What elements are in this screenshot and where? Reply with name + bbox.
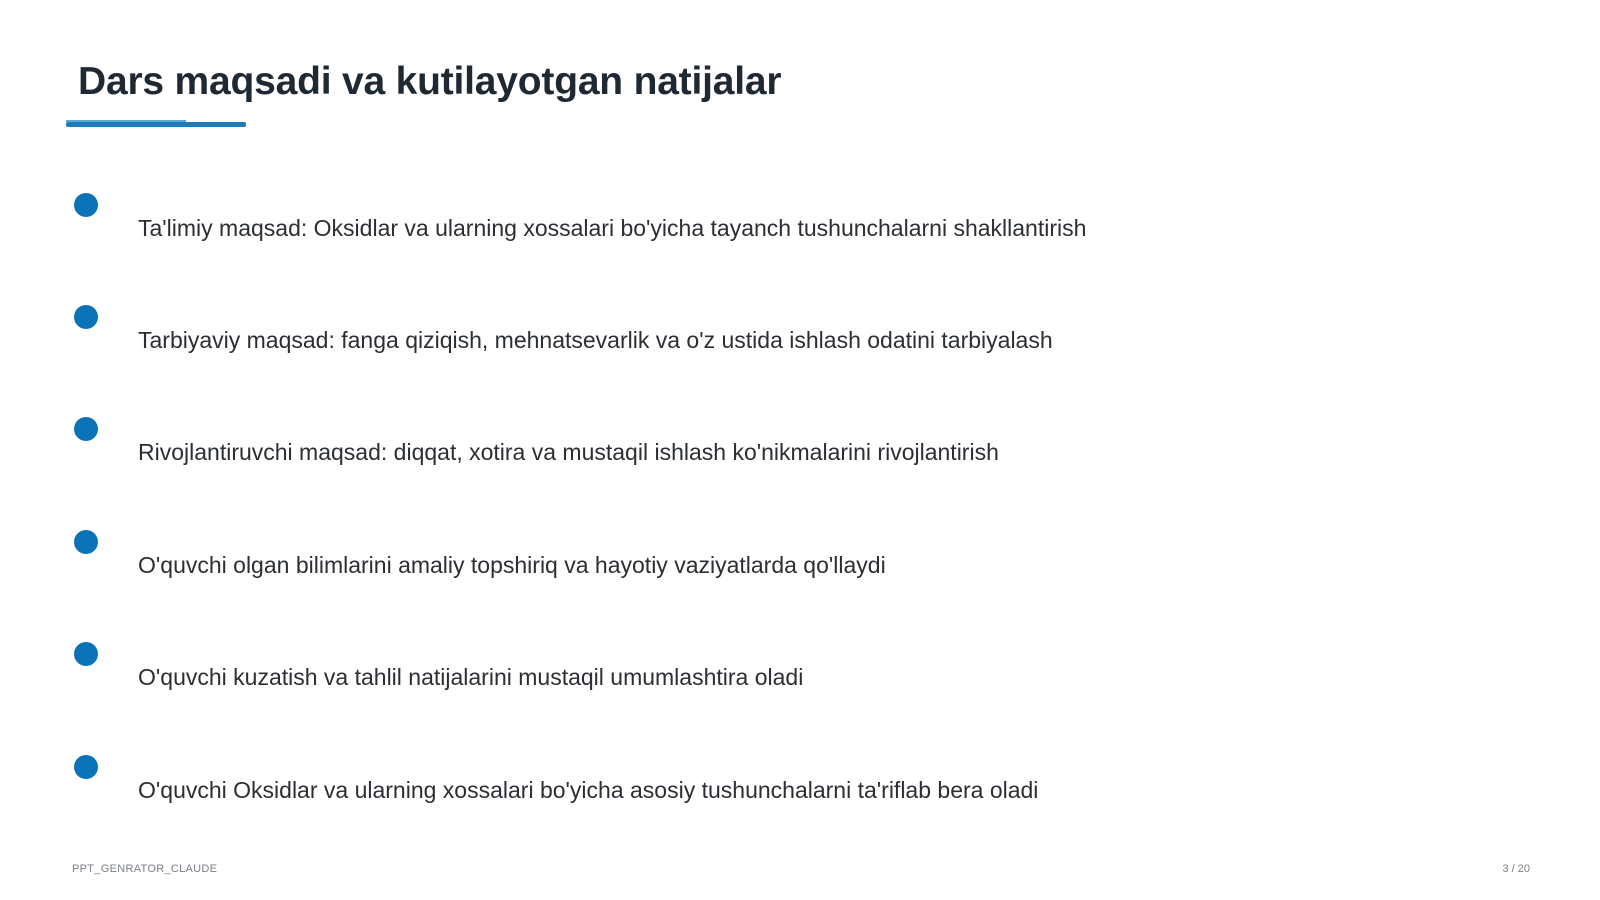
bullet-text: Tarbiyaviy maqsad: fanga qiziqish, mehnatsevarlik va o'z ustida ishlash odatini tarbiyalash	[138, 327, 1053, 353]
bullet-text: O'quvchi olgan bilimlarini amaliy topshiriq va hayotiy vaziyatlarda qo'llaydi	[138, 552, 886, 578]
bullet-text: Rivojlantiruvchi maqsad: diqqat, xotira va mustaqil ishlash ko'nikmalarini rivojlantirish	[138, 439, 999, 465]
title-underline	[66, 122, 246, 127]
bullet-item	[0, 755, 1600, 835]
page-number: 3 / 20	[1502, 863, 1530, 875]
bullet-text: Ta'limiy maqsad: Oksidlar va ularning xossalari bo'yicha tayanch tushunchalarni shakllantirish	[138, 215, 1087, 241]
bullet-dot-icon	[74, 305, 98, 329]
bullet-dot-icon	[74, 417, 98, 441]
bullet-text: O'quvchi kuzatish va tahlil natijalarini mustaqil umumlashtira oladi	[138, 664, 804, 690]
bullet-item	[0, 530, 1600, 610]
bullet-item	[0, 417, 1600, 497]
bullet-dot-icon	[74, 530, 98, 554]
bullet-dot-icon	[74, 193, 98, 217]
title-underline-accent	[66, 120, 186, 122]
bullet-item	[0, 193, 1600, 273]
bullet-text: O'quvchi Oksidlar va ularning xossalari bo'yicha asosiy tushunchalarni ta'riflab bera oladi	[138, 777, 1039, 803]
footer-watermark: PPT_GENRATOR_CLAUDE	[72, 863, 218, 875]
slide-title: Dars maqsadi va kutilayotgan natijalar	[78, 60, 782, 103]
bullet-item	[0, 305, 1600, 385]
bullet-item	[0, 642, 1600, 722]
bullet-dot-icon	[74, 755, 98, 779]
bullet-dot-icon	[74, 642, 98, 666]
